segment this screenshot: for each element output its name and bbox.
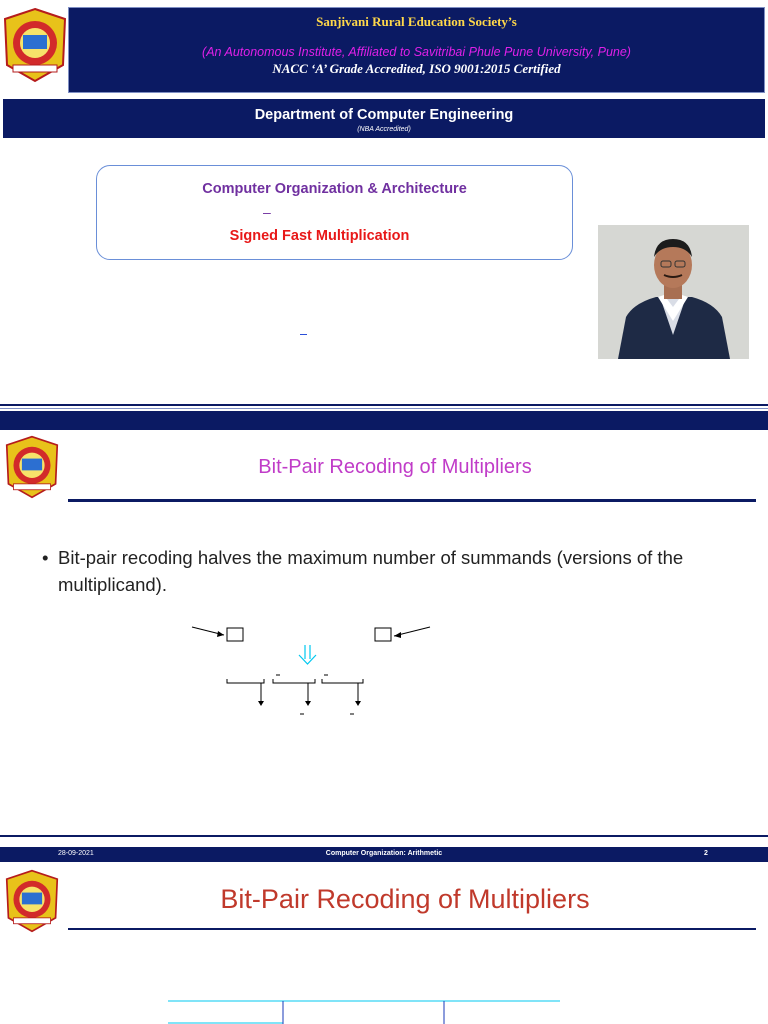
slide-divider-2 <box>0 835 768 837</box>
bullet-text: Bit-pair recoding halves the maximum number of summands (versions of the multiplicand). <box>58 547 684 595</box>
topic-title: Signed Fast Multiplication <box>229 228 410 244</box>
department-bar <box>3 99 765 138</box>
bullet-point <box>42 544 742 598</box>
slide-divider-thin <box>0 408 768 409</box>
society-name: Sanjivani Rural Education Society’s <box>316 14 517 29</box>
slide-title: Bit-Pair Recoding of Multipliers <box>258 456 532 478</box>
footer-course: Computer Organization: Arithmetic <box>325 850 443 857</box>
accreditation-text: NACC ‘A’ Grade Accredited, ISO 9001:2015 Certified <box>272 61 561 76</box>
bullet-marker: • <box>42 547 49 568</box>
title-rule-3 <box>68 928 756 930</box>
slide-footer <box>0 847 768 862</box>
course-title: Computer Organization & Architecture <box>202 181 467 197</box>
department-title: Department of Computer Engineering <box>254 107 514 123</box>
college-logo <box>3 7 67 83</box>
title-rule <box>68 499 756 502</box>
footer-date: 28-09-2021 <box>58 850 94 857</box>
footer-page-number: 2 <box>704 850 708 857</box>
presenter-photo <box>598 225 749 359</box>
recoding-diagram <box>180 615 440 725</box>
slide-title-3: Bit-Pair Recoding of Multipliers <box>220 884 590 914</box>
hyperlink-underline <box>300 334 307 335</box>
course-title-box <box>96 165 573 260</box>
society-header <box>68 7 765 93</box>
affiliation-text: (An Autonomous Institute, Affiliated to Savitribai Phule Pune University, Pune) <box>202 45 631 59</box>
college-logo-slide3 <box>3 869 61 933</box>
department-subtitle: (NBA Accredited) <box>357 126 411 133</box>
slide-divider <box>0 404 768 406</box>
slide-top-bar <box>0 411 768 430</box>
college-logo-slide2 <box>3 435 61 499</box>
course-dash: – <box>263 204 271 220</box>
recoding-table <box>168 998 560 1024</box>
